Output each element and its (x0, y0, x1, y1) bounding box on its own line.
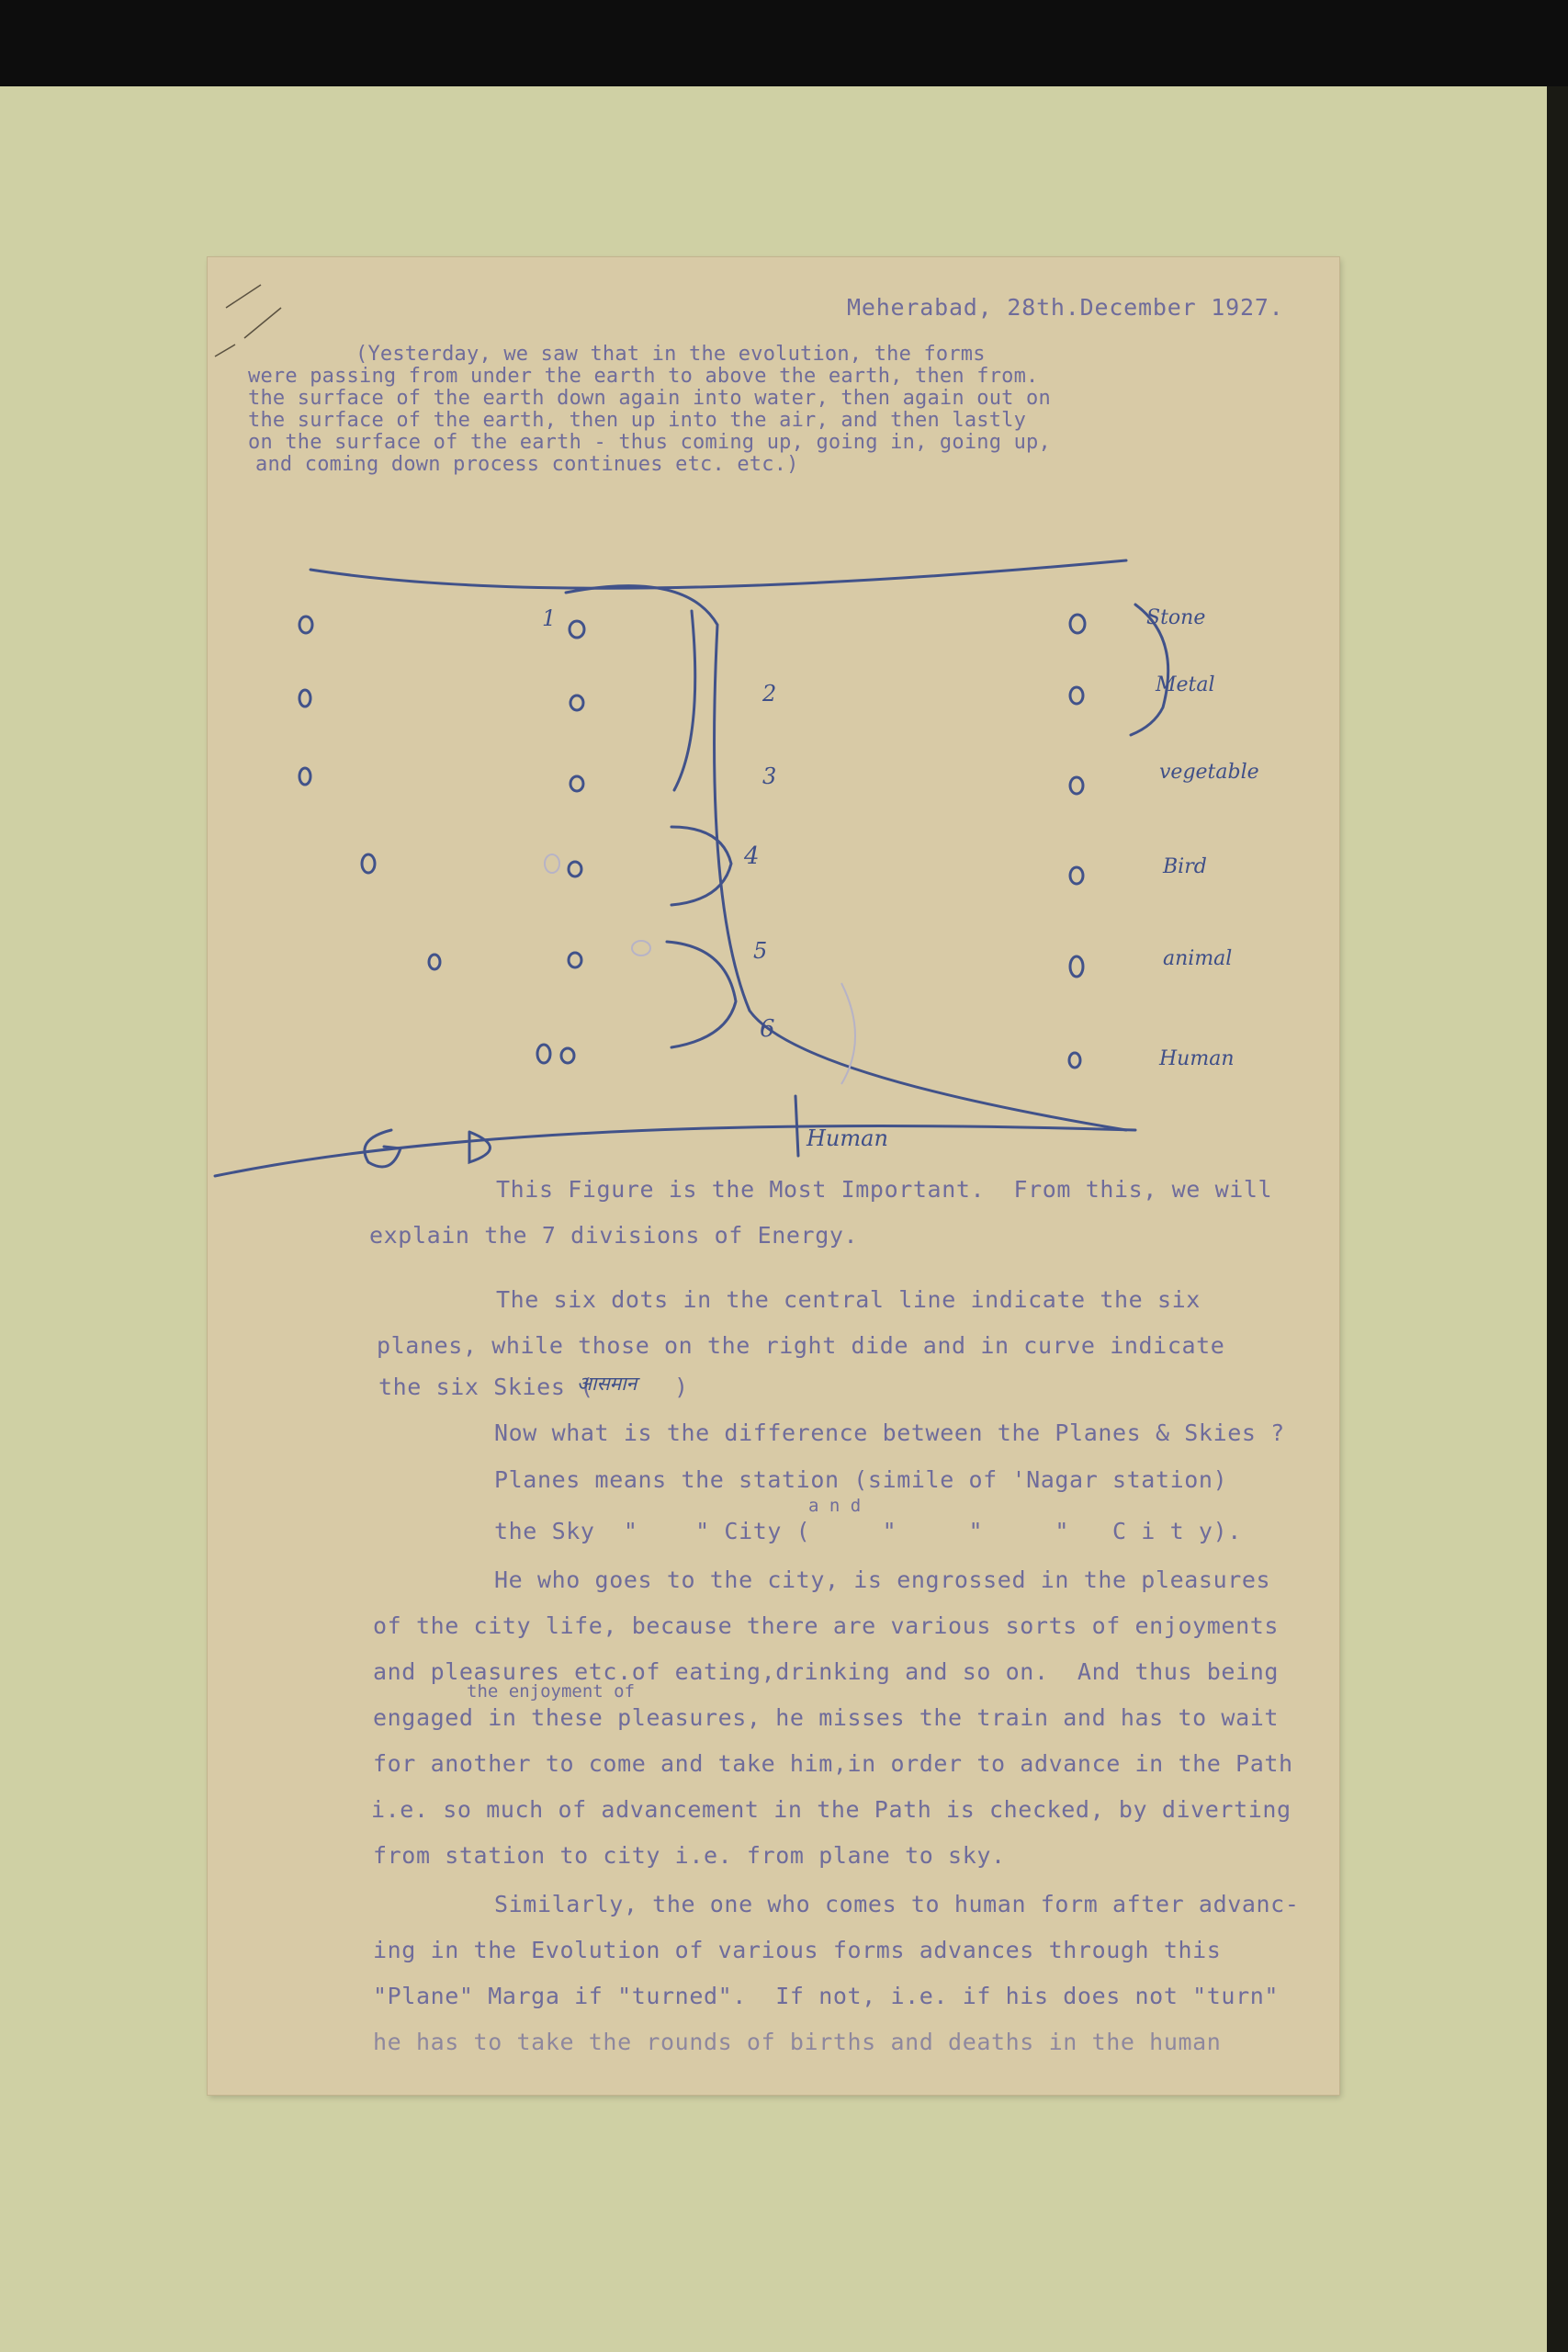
central-trunk-curve (566, 586, 1126, 1130)
form-label-bird: Bird (1163, 855, 1207, 878)
form-label-vegetable: vegetable (1159, 761, 1259, 784)
faint-dot (545, 854, 559, 873)
god-label (364, 1125, 479, 1158)
interlinear-insert: the enjoyment of (467, 1681, 636, 1702)
left-dots (299, 616, 550, 1063)
human-pointer (795, 1096, 798, 1156)
form-label-human: Human (1159, 1047, 1235, 1070)
intro-line: the surface of the earth, then up into the air, and then lastly (248, 409, 1027, 432)
intro-line: the surface of the earth down again into water, then again out on (248, 387, 1051, 410)
body-line: "Plane" Marga if "turned". If not, i.e. if his does not "turn" (373, 1983, 1280, 2009)
body-line: engaged in these pleasures, he misses the train and has to wait (373, 1704, 1280, 1731)
form-label-stone: Stone (1146, 606, 1206, 629)
body-line: for another to come and take him,in order to advance in the Path (373, 1750, 1293, 1777)
body-line: the six Skies ( (378, 1374, 594, 1400)
body-line: ing in the Evolution of various forms advances through this (373, 1937, 1222, 1963)
body-line: and pleasures etc.of eating,drinking and so on. And thus being (373, 1658, 1280, 1685)
form-label-metal: Metal (1156, 673, 1215, 696)
mount-edge (1547, 86, 1568, 2352)
interlinear-and: a n d (808, 1496, 862, 1516)
bracket-2-3 (674, 611, 695, 790)
human-label: Human (807, 1125, 888, 1151)
body-line: planes, while those on the right dide and in curve indicate (377, 1332, 1225, 1359)
ground-line (215, 1126, 1135, 1176)
body-line: the Sky " " City ( " " " C i t y). (494, 1518, 1242, 1544)
plane-number: 1 (542, 605, 557, 631)
body-line: The six dots in the central line indicate the six (496, 1286, 1201, 1313)
body-line: Now what is the difference between the Planes & Skies ? (494, 1419, 1285, 1446)
bracket-5 (667, 942, 736, 1047)
plane-number: 2 (762, 681, 777, 707)
body-line: he has to take the rounds of births and deaths in the human (373, 2029, 1222, 2055)
intro-line: were passing from under the earth to above the earth, then from. (248, 365, 1039, 388)
body-line: from station to city i.e. from plane to sky. (373, 1842, 1006, 1869)
central-dots (561, 621, 584, 1063)
body-line: Planes means the station (simile of 'Nagar station) (494, 1466, 1228, 1493)
body-line: He who goes to the city, is engrossed in the pleasures (494, 1566, 1271, 1593)
plane-number: 4 (744, 842, 760, 870)
corner-pencil-marks (208, 257, 318, 395)
top-boundary-line (310, 560, 1126, 588)
plane-number: 5 (753, 938, 768, 964)
dateline: Meherabad, 28th.December 1927. (847, 294, 1284, 321)
body-line: Similarly, the one who comes to human form after advanc- (494, 1891, 1300, 1917)
form-label-animal: animal (1163, 947, 1233, 970)
body-line: ) (674, 1374, 689, 1400)
body-line: explain the 7 divisions of Energy. (369, 1222, 859, 1249)
body-line: of the city life, because there are various sorts of enjoyments (373, 1612, 1280, 1639)
devanagari-word: आसमान (577, 1373, 637, 1395)
intro-line: and coming down process continues etc. etc.) (255, 453, 799, 476)
plane-number: 3 (762, 763, 777, 789)
intro-line: (Yesterday, we saw that in the evolution, the forms (355, 343, 986, 366)
evolution-diagram (208, 257, 1339, 1231)
plane-number: 6 (760, 1015, 775, 1043)
intro-line: on the surface of the earth - thus coming up, going in, going up, (248, 431, 1051, 454)
body-line: i.e. so much of advancement in the Path is checked, by diverting (371, 1796, 1292, 1823)
body-line: This Figure is the Most Important. From this, we will (496, 1176, 1273, 1203)
faint-dot (632, 941, 650, 956)
right-dots (1069, 615, 1085, 1068)
typed-page (208, 257, 1339, 2095)
